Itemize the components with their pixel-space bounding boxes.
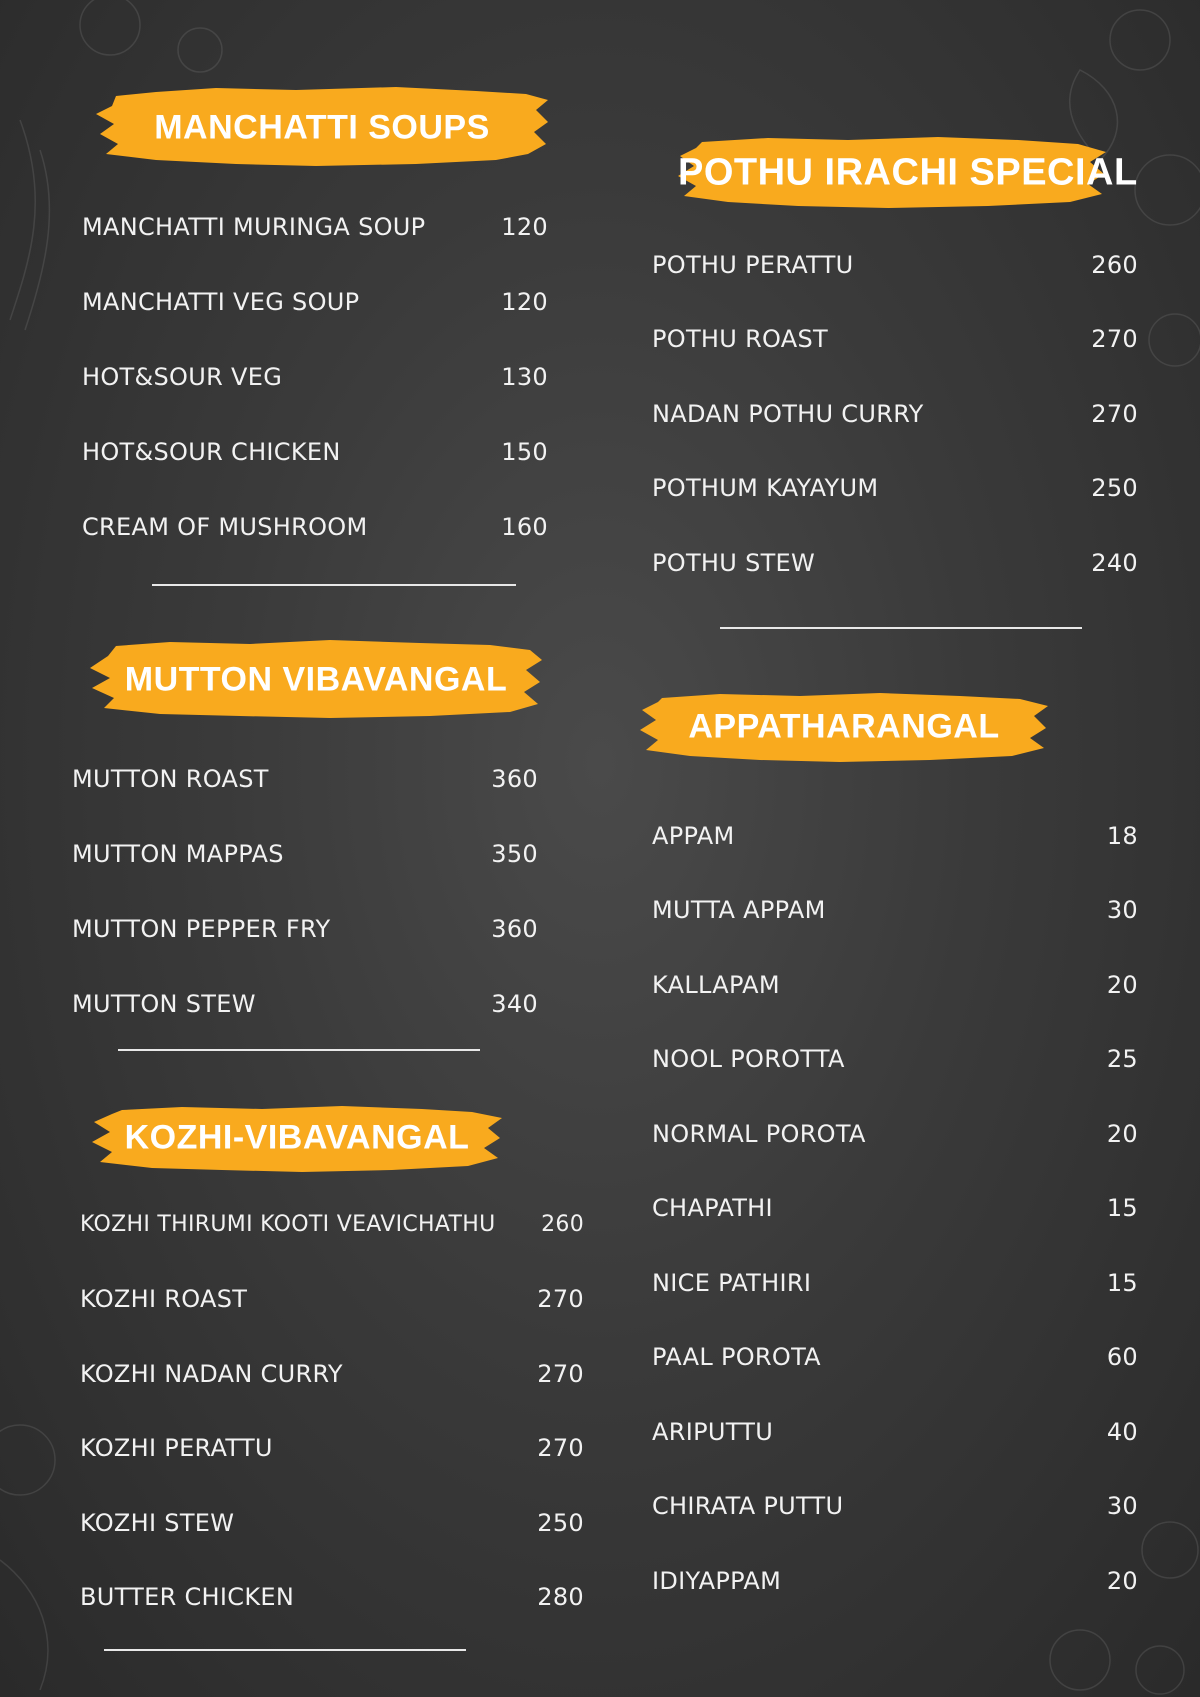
item-price: 250 xyxy=(1091,474,1138,502)
section-title-banner xyxy=(678,130,1138,216)
item-name: POTHU STEW xyxy=(652,549,816,577)
section-title: POTHU IRACHI SPECIAL xyxy=(678,151,1138,194)
section-divider xyxy=(720,627,1082,629)
item-name: MUTTON PEPPER FRY xyxy=(72,915,331,943)
item-name: MUTTA APPAM xyxy=(652,896,826,924)
item-price: 350 xyxy=(491,840,538,868)
item-price: 250 xyxy=(537,1509,584,1537)
section-title-banner xyxy=(90,632,542,727)
item-price: 30 xyxy=(1106,1492,1138,1520)
item-price: 30 xyxy=(1106,896,1138,924)
section-title-banner xyxy=(640,686,1048,768)
item-name: KOZHI STEW xyxy=(80,1509,235,1537)
item-price: 270 xyxy=(537,1360,584,1388)
item-name: POTHU PERATTU xyxy=(652,251,854,279)
item-name: ARIPUTTU xyxy=(652,1418,774,1446)
item-name: KALLAPAM xyxy=(652,971,780,999)
item-price: 40 xyxy=(1106,1418,1138,1446)
item-price: 25 xyxy=(1106,1045,1138,1073)
item-name: CHAPATHI xyxy=(652,1194,773,1222)
item-price: 360 xyxy=(491,915,538,943)
section-title-banner xyxy=(92,1100,502,1176)
section-divider xyxy=(152,584,516,586)
section-title-banner xyxy=(96,80,548,175)
item-name: MUTTON STEW xyxy=(72,990,256,1018)
item-name: NICE PATHIRI xyxy=(652,1269,812,1297)
item-name: HOT&SOUR VEG xyxy=(82,363,283,391)
item-price: 150 xyxy=(501,438,548,466)
section-divider xyxy=(104,1649,466,1651)
item-price: 15 xyxy=(1106,1269,1138,1297)
item-price: 120 xyxy=(501,288,548,316)
item-price: 280 xyxy=(537,1583,584,1611)
item-price: 360 xyxy=(491,765,538,793)
item-name: MUTTON ROAST xyxy=(72,765,269,793)
item-price: 340 xyxy=(491,990,538,1018)
section-title: APPATHARANGAL xyxy=(688,707,1000,746)
item-price: 120 xyxy=(501,213,548,241)
item-name: KOZHI ROAST xyxy=(80,1285,248,1313)
item-name: NADAN POTHU CURRY xyxy=(652,400,924,428)
item-price: 270 xyxy=(537,1285,584,1313)
item-name: POTHUM KAYAYUM xyxy=(652,474,879,502)
section-title: MUTTON VIBAVANGAL xyxy=(124,660,508,698)
item-price: 260 xyxy=(541,1212,584,1237)
item-name: POTHU ROAST xyxy=(652,325,829,353)
item-price: 260 xyxy=(1091,251,1138,279)
item-price: 18 xyxy=(1106,822,1138,850)
item-price: 20 xyxy=(1106,971,1138,999)
item-price: 270 xyxy=(537,1434,584,1462)
item-name: MANCHATTI MURINGA SOUP xyxy=(82,213,426,241)
item-name: KOZHI NADAN CURRY xyxy=(80,1360,343,1388)
item-name: IDIYAPPAM xyxy=(652,1567,782,1595)
item-name: MANCHATTI VEG SOUP xyxy=(82,288,360,316)
item-price: 240 xyxy=(1091,549,1138,577)
item-price: 130 xyxy=(501,363,548,391)
item-name: KOZHI THIRUMI KOOTI VEAVICHATHU xyxy=(80,1212,496,1237)
item-name: MUTTON MAPPAS xyxy=(72,840,284,868)
item-price: 20 xyxy=(1106,1567,1138,1595)
section-title: KOZHI-VIBAVANGAL xyxy=(124,1118,470,1157)
item-name: HOT&SOUR CHICKEN xyxy=(82,438,341,466)
item-price: 60 xyxy=(1106,1343,1138,1371)
item-price: 15 xyxy=(1106,1194,1138,1222)
item-name: BUTTER CHICKEN xyxy=(80,1583,295,1611)
item-price: 270 xyxy=(1091,400,1138,428)
item-price: 270 xyxy=(1091,325,1138,353)
item-name: PAAL POROTA xyxy=(652,1343,821,1371)
item-name: NOOL POROTTA xyxy=(652,1045,845,1073)
item-price: 160 xyxy=(501,513,548,541)
section-divider xyxy=(118,1049,480,1051)
item-name: NORMAL POROTA xyxy=(652,1120,866,1148)
item-name: APPAM xyxy=(652,822,735,850)
item-name: KOZHI PERATTU xyxy=(80,1434,273,1462)
item-name: CHIRATA PUTTU xyxy=(652,1492,844,1520)
section-title: MANCHATTI SOUPS xyxy=(154,108,490,146)
item-price: 20 xyxy=(1106,1120,1138,1148)
item-name: CREAM OF MUSHROOM xyxy=(82,513,368,541)
